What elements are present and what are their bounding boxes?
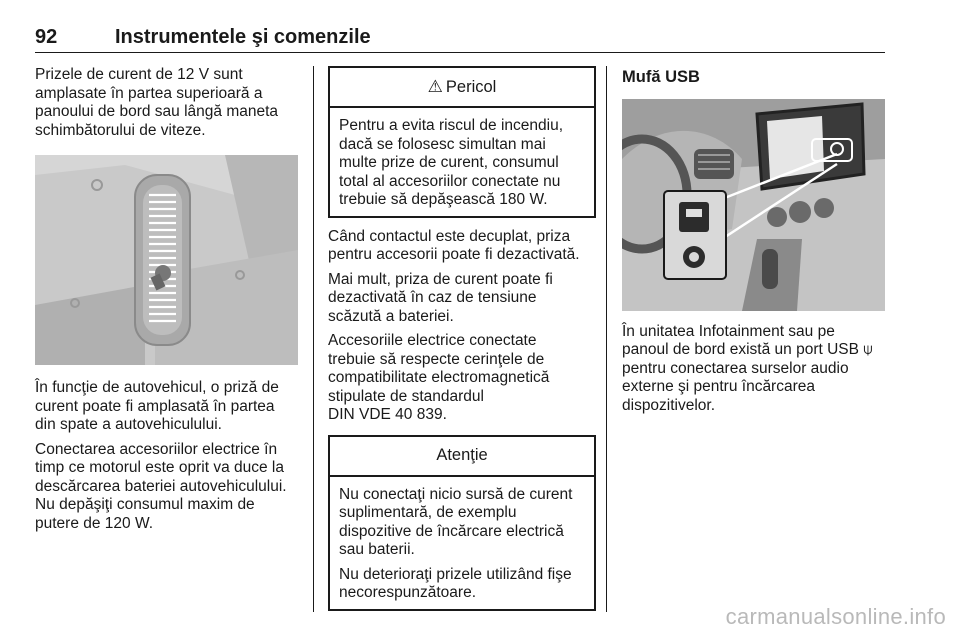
rear-socket-illustration [35,155,298,365]
usb-description: În unitatea Infotainment sau pe panoul de bord există un port USB ⍦ pentru conectarea surselor audio externe şi pentru încărcarea dispozitivelor. [622,322,873,414]
power-limit-paragraph: Conectarea accesoriilor electrice în timp ce motorul este oprit va duce la descărcarea bateriei autovehiculului. Nu depăşiţi consumul maxim de putere de 120 W. [35,440,287,532]
caution-title: Atenţie [436,446,488,465]
rear-power-socket-figure [35,155,298,365]
column-left [35,66,300,539]
ignition-paragraph: Când contactul este decuplat, priza pentru accesorii poate fi dezactivată. [328,227,580,263]
intro-paragraph: Prizele de curent de 12 V sunt amplasate în partea superioară a panoului de bord sau lângă maneta schimbătorului de viteze. [35,66,279,139]
low-voltage-paragraph: Mai mult, priza de curent poate fi dezactivată în caz de tensiune scăzută a bateriei. [328,270,553,325]
column-right [622,66,887,421]
caution-text-2: Nu deterioraţi prizele utilizând fişe necorespunzătoare. [339,565,572,601]
chapter-title: Instrumentele şi comenzile [115,26,371,48]
caution-box [328,435,596,611]
emc-paragraph: Accesoriile electrice conectate trebuie să respecte cerinţele de compatibilitate electromagnetică stipulate de standardul DIN VDE 40 839. [328,332,550,423]
usb-section-title: Mufă USB [622,68,700,86]
watermark: carmanualsonline.info [725,604,946,629]
caution-text-1: Nu conectaţi nicio sursă de curent suplimentară, de exemplu dispozitive de încărcare electrică sau baterii. [339,485,573,558]
danger-title: Pericol [445,77,497,96]
page-number: 92 [35,26,58,48]
column-divider-1 [313,66,314,612]
column-middle [328,66,596,621]
rear-socket-paragraph: În funcţie de autovehicul, o priză de curent poate fi amplasată în partea din spate a autovehiculului. [35,379,279,433]
usb-port-figure [622,99,885,311]
usb-dashboard-illustration [622,99,885,311]
caution-box-header [330,437,594,477]
column-divider-2 [606,66,607,612]
warning-triangle-icon: ⚠ [427,76,443,96]
page-header [35,24,885,53]
danger-text: Pentru a evita riscul de incendiu, dacă se folosesc simultan mai multe prize de curent, consumul total al accesoriilor conectate nu trebuie să depăşească 180 W. [339,117,564,208]
danger-box [328,66,596,218]
danger-box-header [330,68,594,108]
